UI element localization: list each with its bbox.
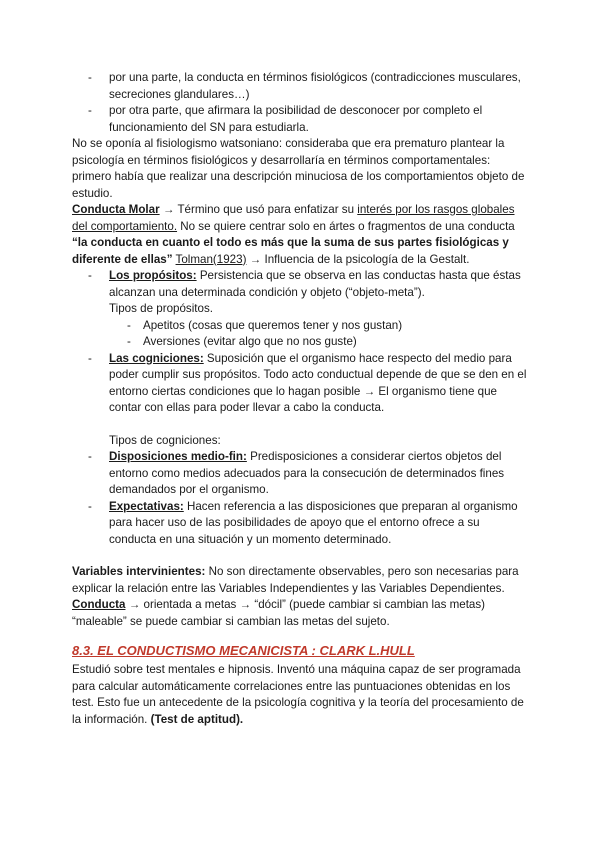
list-item-disposiciones — [72, 449, 528, 499]
bullet-dash: - — [88, 450, 92, 463]
text: Persistencia que se observa en las conductas hasta que éstas alcanzan una determinada condición y objeto (“objeto-meta”). — [109, 269, 521, 299]
list-item-expectativas — [72, 499, 528, 549]
text: “maleable” se puede cambiar si cambian las metas del sujeto. — [72, 614, 390, 628]
bullet-text: por otra parte, que afirmara la posibilidad de desconocer por completo el funcionamiento del SN para estudiarla. — [109, 104, 483, 134]
text: Estudió sobre test mentales e hipnosis. Inventó una máquina capaz de ser programada para calcular automáticamente correlaciones entre las puntuaciones obtenidas en los test. Esto fue un antecedente de la psicología cognitiva y la teoría del procesamiento de la información. — [72, 663, 524, 726]
types-label: Tipos de cogniciones: — [109, 433, 221, 447]
bullet-dash: - — [127, 318, 131, 332]
paragraph-molar — [72, 202, 528, 268]
label-conducta: Conducta — [72, 598, 126, 611]
paragraph-conducta — [72, 597, 528, 630]
label-variables: Variables intervinientes: — [72, 565, 206, 578]
bullet-dash: - — [127, 335, 131, 348]
text: → Influencia de la psicología de la Gestalt. — [246, 252, 470, 266]
text: → orientada a metas → “dócil” (puede cambiar si cambian las metas) — [125, 598, 486, 611]
bullet-dash: - — [88, 71, 92, 84]
reference-tolman: Tolman(1923) — [175, 252, 247, 266]
sub-list-item — [72, 334, 528, 351]
term-conducta-molar: Conducta Molar — [72, 203, 160, 216]
text: Término que usó para enfatizar su — [174, 203, 358, 216]
bullet-dash: - — [88, 499, 92, 513]
label-cogniciones: Las cogniciones: — [109, 351, 204, 365]
sub-item-text: Apetitos (cosas que queremos tener y nos gustan) — [143, 318, 403, 332]
list-item-cogniciones — [72, 351, 528, 450]
label-expectativas: Expectativas: — [109, 499, 184, 513]
underlined-text: interés por los rasgos globales del comportamiento. — [72, 203, 515, 233]
list-item — [72, 70, 528, 103]
text: No se quiere centrar solo en ártes o fragmentos de una conducta — [177, 219, 515, 233]
paragraph-variables — [72, 564, 528, 597]
text: No son directamente observables, pero son necesarias para explicar la relación entre las Variables Independientes y las Variables Dependientes. — [72, 565, 519, 595]
paragraph-hull — [72, 662, 528, 728]
arrow: → — [162, 203, 175, 216]
bold-text: (Test de aptitud). — [150, 712, 244, 726]
section-heading: 8.3. EL CONDUCTISMO MECANICISTA : CLARK L.HULL — [72, 643, 415, 658]
types-label: Tipos de propósitos. — [109, 302, 213, 315]
list-item-propositos — [72, 268, 528, 318]
bullet-dash: - — [88, 269, 92, 282]
bullet-dash: - — [88, 351, 92, 365]
text: Predisposiciones a considerar ciertos objetos del entorno como medios adecuados para la consecución de determinados fines demandados por el organismo. — [109, 450, 505, 496]
bullet-text: por una parte, la conducta en términos fisiológicos (contradicciones musculares, secreciones glandulares…) — [109, 71, 521, 101]
paragraph-watson: No se oponía al fisiologismo watsoniano: consideraba que era prematuro plantear la psicología en términos fisiológicos y desarrollaría en términos comportamentales: primero había que realizar una descripción minuciosa de los comportamientos objeto de estudio. — [72, 137, 525, 200]
document-page — [72, 70, 528, 728]
list-item — [72, 103, 528, 136]
sub-item-text: Aversiones (evitar algo que no nos guste) — [143, 335, 357, 348]
label-propositos: Los propósitos: — [109, 269, 197, 282]
bullet-dash: - — [88, 104, 92, 117]
label-disposiciones: Disposiciones medio-fin: — [109, 450, 247, 463]
sub-list-item — [72, 318, 528, 335]
text: Hacen referencia a las disposiciones que preparan al organismo para hacer uso de las posibilidades de apoyo que el entorno ofrece a su conducta en una situación y un momento determinado. — [109, 499, 518, 546]
text: Suposición que el organismo hace respecto del medio para poder cumplir sus propósitos. Todo acto conductual depende de que se den en el entorno ciertas condiciones que lo hagan posible → El organismo tiene que contar con ellas para poder llevar a cabo la conducta. — [109, 351, 527, 414]
bold-quote: “la conducta en cuanto el todo es más que la suma de sus partes fisiológicas y diferente de ellas” — [72, 236, 509, 266]
